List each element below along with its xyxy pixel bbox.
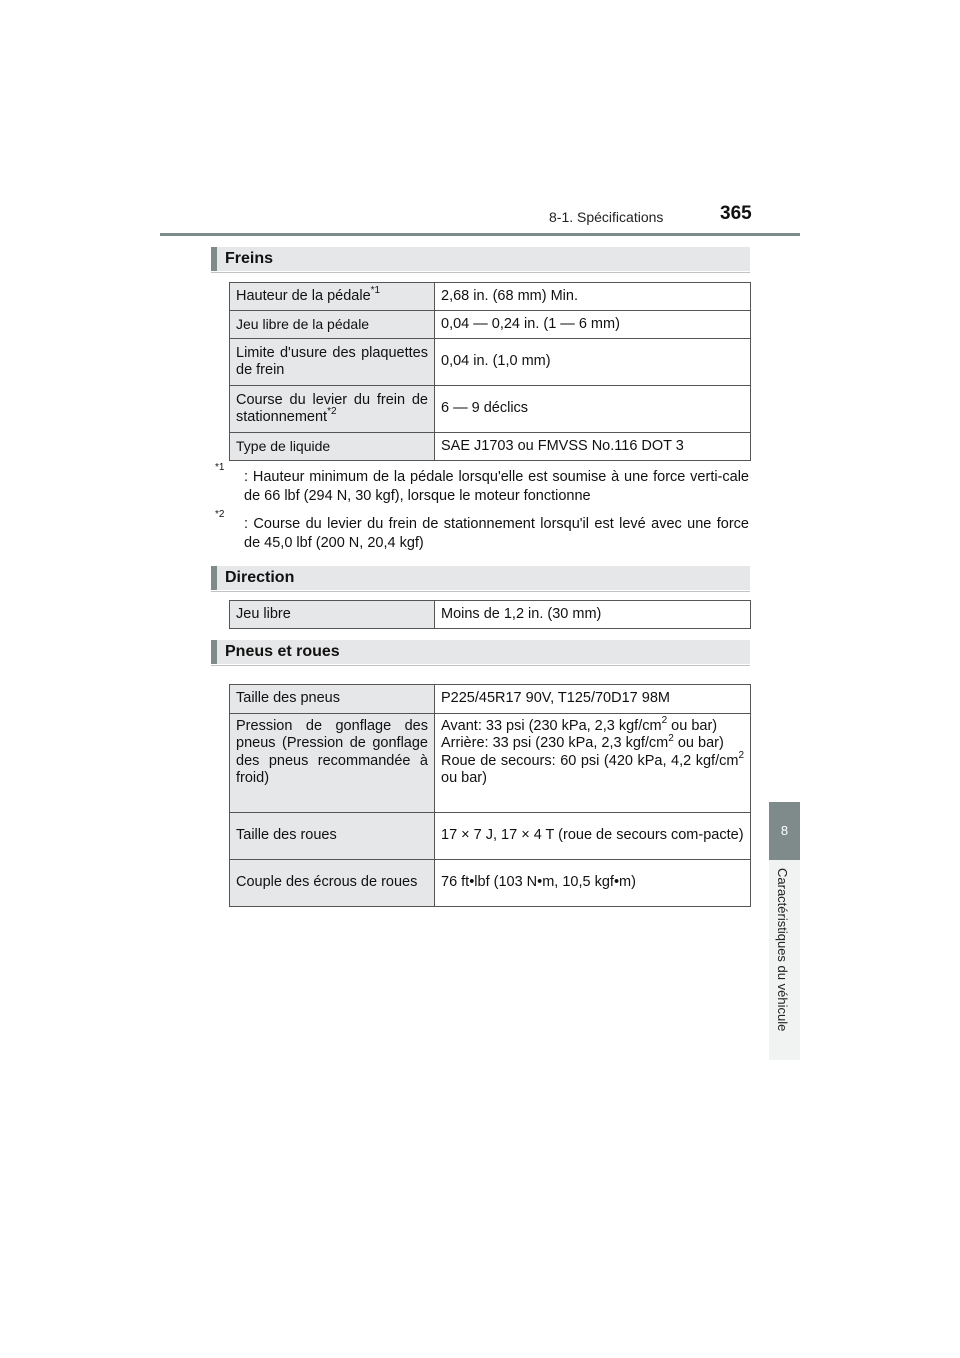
spec-value: Avant: 33 psi (230 kPa, 2,3 kgf/$cm^2$ ou bar) Arrière: 33 psi (230 kPa, 2,3 kgf/$cm^2$ ou bar) Roue de secours: 60 psi (420 kPa, 4,2 kgf/$cm^2$ ou bar) (435, 714, 751, 813)
chapter-title: Caractéristiques du véhicule (775, 868, 790, 1032)
table-row (230, 311, 751, 339)
spec-label: Taille des roues (230, 813, 435, 860)
brakes-spec-table (229, 282, 751, 461)
spec-value: 2,68 in. (68 mm) Min. (435, 283, 751, 311)
section-heading-steering: Direction (211, 566, 750, 590)
spec-label: Couple des écrous de roues (230, 860, 435, 907)
table-row (230, 714, 751, 813)
spec-label: Type de liquide (230, 433, 435, 461)
header-rule (160, 233, 800, 236)
table-row (230, 813, 751, 860)
table-row (230, 433, 751, 461)
section-reference: 8-1. Spécifications (549, 209, 664, 225)
table-row (230, 860, 751, 907)
table-row (230, 685, 751, 714)
table-row (230, 339, 751, 386)
spec-value: SAE J1703 ou FMVSS No.116 DOT 3 (435, 433, 751, 461)
spec-label: Jeu libre (230, 601, 435, 629)
spec-value: 17 × 7 J, 17 × 4 T (roue de secours com-pacte) (435, 813, 751, 860)
footnote-text: : Course du levier du frein de stationnement lorsqu'il est levé avec une force de 45,0 lbf (200 N, 20,4 kgf) (244, 516, 749, 551)
spec-label: Taille des pneus (230, 685, 435, 714)
footnote-text: : Hauteur minimum de la pédale lorsqu'elle est soumise à une force verti-cale de 66 lbf (294 N, 30 kgf), lorsque le moteur fonctionne (244, 469, 749, 504)
section-heading-tires: Pneus et roues (211, 640, 750, 664)
spec-value: 6 — 9 déclics (435, 386, 751, 433)
spec-label: Pression de gonflage des pneus (Pression de gonflage des pneus recommandée à froid) (230, 714, 435, 813)
table-row (230, 283, 751, 311)
steering-spec-table (229, 600, 751, 629)
spec-value: Moins de 1,2 in. (30 mm) (435, 601, 751, 629)
spec-label: Hauteur de la pédale$^{*1}$ (230, 283, 435, 311)
footnote: *1 : Hauteur minimum de la pédale lorsqu'elle est soumise à une force verti-cale de 66 lbf (294 N, 30 kgf), lorsque le moteur fonctionne (215, 462, 749, 504)
spec-value: 0,04 in. (1,0 mm) (435, 339, 751, 386)
spec-value: 0,04 — 0,24 in. (1 — 6 mm) (435, 311, 751, 339)
spec-value: P225/45R17 90V, T125/70D17 98M (435, 685, 751, 714)
footnote: *2 : Course du levier du frein de stationnement lorsqu'il est levé avec une force de 45,0 lbf (200 N, 20,4 kgf) (215, 509, 749, 551)
chapter-tab[interactable]: 8 (769, 802, 800, 860)
spec-label: Jeu libre de la pédale (230, 311, 435, 339)
section-heading-brakes: Freins (211, 247, 750, 271)
spec-label: Limite d'usure des plaquettes de frein (230, 339, 435, 386)
table-row (230, 386, 751, 433)
tires-spec-table (229, 684, 751, 907)
page-number: 365 (720, 203, 752, 224)
spec-value: 76 ft•lbf (103 N•m, 10,5 kgf•m) (435, 860, 751, 907)
table-row (230, 601, 751, 629)
spec-label: Course du levier du frein de stationnement$^{*2}$ (230, 386, 435, 433)
